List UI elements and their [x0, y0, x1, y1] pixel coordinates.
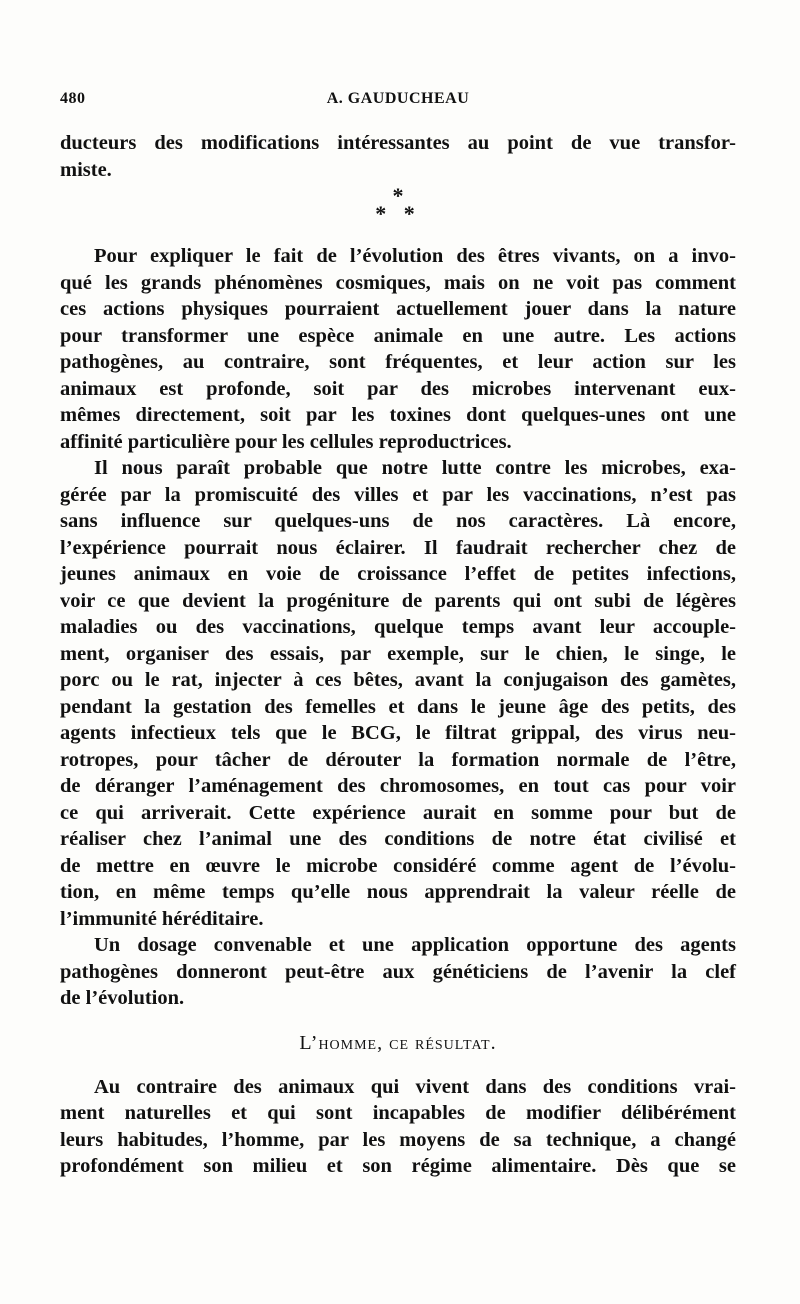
paragraph-1: [60, 243, 736, 455]
text-line: pendant la gestation des femelles et dans le jeune âge des petits, des: [60, 695, 736, 718]
text-line: animaux est profonde, soit par des microbes intervenant eux-: [60, 377, 736, 400]
page-number: 480: [60, 90, 86, 107]
body-text: [60, 130, 736, 1180]
text-line: pathogènes, au contraire, sont fréquentes, et leur action sur les: [60, 351, 736, 373]
text-line: de l’évolution.: [60, 987, 185, 1009]
text-line: profondément son milieu et son régime alimentaire. Dès que se: [60, 1155, 736, 1177]
text-line: voir ce que devient la progéniture de parents qui ont subi de légères: [60, 589, 736, 612]
text-line: Au contraire des animaux qui vivent dans des conditions vrai-: [94, 1075, 736, 1098]
running-head: A. GAUDUCHEAU: [326, 90, 470, 107]
text-line: leurs habitudes, l’homme, par les moyens de sa technique, a changé: [60, 1128, 736, 1151]
paragraph-3: [60, 932, 736, 1012]
text-line: agents infectieux tels que le BCG, le filtrat grippal, des virus neu-: [60, 722, 736, 744]
section-heading: [60, 1030, 736, 1056]
text-line: sans influence sur quelques-uns de nos caractères. Là encore,: [60, 510, 736, 532]
text-line: ment, organiser des essais, par exemple, sur le chien, le singe, le: [60, 642, 736, 665]
text-line: mêmes directement, soit par les toxines dont quelques-unes ont une: [60, 404, 736, 426]
text-line: de déranger l’aménagement des chromosomes, en tout cas pour voir: [60, 775, 736, 797]
asterism-top: *: [392, 183, 404, 208]
text-line: porc ou le rat, injecter à ces bêtes, avant la conjugaison des gamètes,: [60, 669, 736, 691]
text-line: de mettre en œuvre le microbe considéré comme agent de l’évolu-: [60, 854, 736, 877]
section-heading-lead: L’: [299, 1031, 319, 1054]
text-line: l’expérience pourrait nous éclairer. Il faudrait rechercher chez de: [60, 536, 736, 559]
text-line: affinité particulière pour les cellules reproductrices.: [60, 430, 512, 453]
paragraph-4: [60, 1074, 736, 1180]
text-line: miste.: [60, 158, 112, 181]
text-line: tion, en même temps qu’elle nous apprendrait la valeur réelle de: [60, 881, 736, 903]
text-line: ment naturelles et qui sont incapables de modifier délibérément: [60, 1102, 736, 1124]
text-line: ducteurs des modifications intéressantes au point de vue transfor-: [60, 132, 736, 154]
text-line: ces actions physiques pourraient actuellement jouer dans la nature: [60, 298, 736, 320]
page-header: [60, 86, 736, 112]
text-line: rotropes, pour tâcher de dérouter la formation normale de l’être,: [60, 748, 736, 771]
text-line: pathogènes donneront peut-être aux généticiens de l’avenir la clef: [60, 960, 736, 983]
text-line: maladies ou des vaccinations, quelque temps avant leur accouple-: [60, 616, 736, 638]
paragraph-2: [60, 455, 736, 932]
text-line: Un dosage convenable et une application opportune des agents: [94, 934, 736, 956]
text-line: qué les grands phénomènes cosmiques, mais on ne voit pas comment: [60, 271, 736, 294]
text-line: ce qui arriverait. Cette expérience aurait en somme pour but de: [60, 801, 736, 824]
text-line: pour transformer une espèce animale en une autre. Les actions: [60, 324, 736, 347]
section-separator: [60, 183, 736, 231]
text-line: l’immunité héréditaire.: [60, 907, 264, 930]
section-heading-text: homme, ce résultat.: [318, 1031, 497, 1054]
text-line: réaliser chez l’animal une des conditions de notre état civilisé et: [60, 828, 736, 850]
text-line: jeunes animaux en voie de croissance l’effet de petites infections,: [60, 563, 736, 585]
text-line: gérée par la promiscuité des villes et par les vaccinations, n’est pas: [60, 483, 736, 506]
text-line: Pour expliquer le fait de l’évolution des êtres vivants, on a invo-: [94, 245, 736, 267]
asterism-bottom: * *: [375, 201, 421, 226]
text-line: Il nous paraît probable que notre lutte contre les microbes, exa-: [94, 457, 736, 479]
